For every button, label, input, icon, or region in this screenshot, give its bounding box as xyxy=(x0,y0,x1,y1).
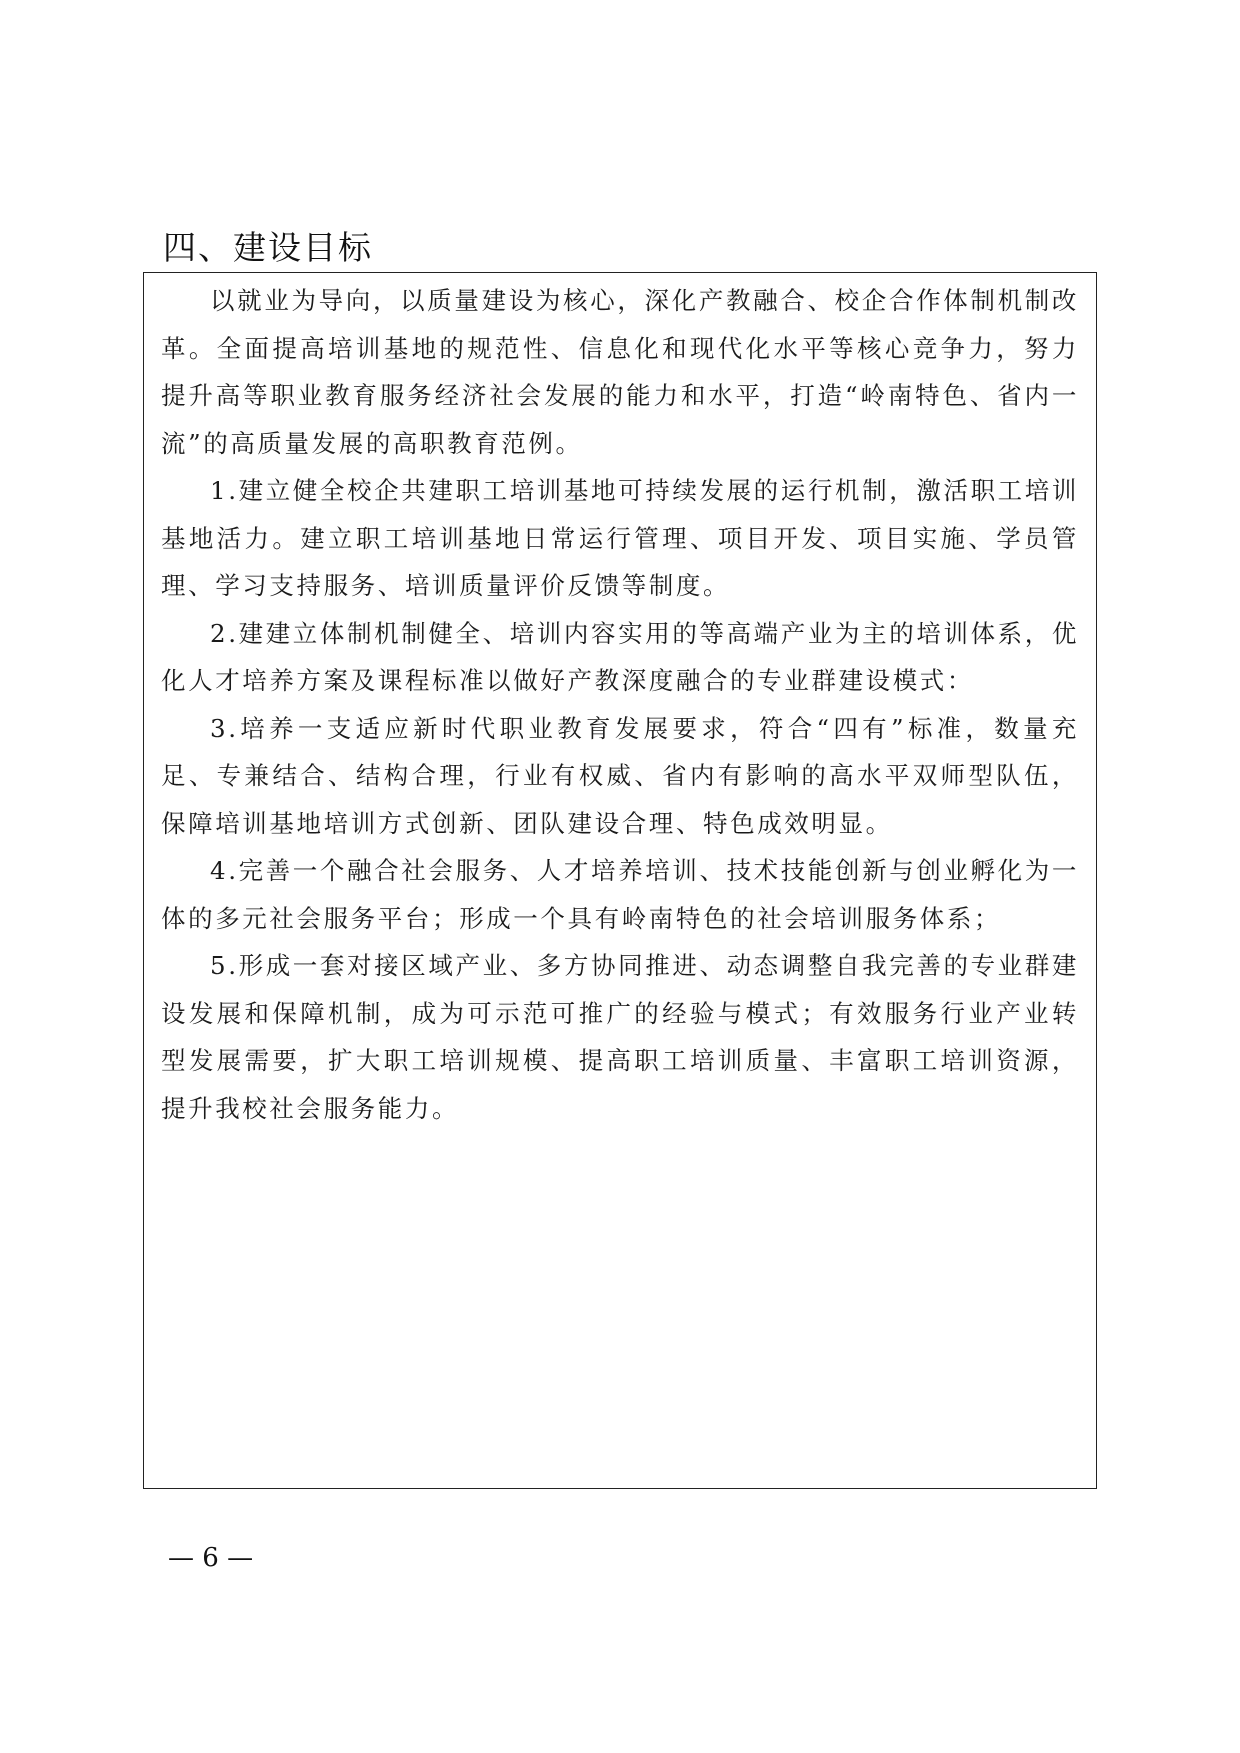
paragraph-goal-5: 5.形成一套对接区域产业、多方协同推进、动态调整自我完善的专业群建设发展和保障机制，成为可示范可推广的经验与模式；有效服务行业产业转型发展需要，扩大职工培训规模、提高职工培训质量、丰富职工培训资源，提升我校社会服务能力。 xyxy=(161,951,1079,1123)
content-box xyxy=(143,272,1097,1489)
paragraph-goal-4: 4.完善一个融合社会服务、人才培养培训、技术技能创新与创业孵化为一体的多元社会服务平台；形成一个具有岭南特色的社会培训服务体系； xyxy=(161,856,1079,933)
paragraph-goal-1: 1.建立健全校企共建职工培训基地可持续发展的运行机制，激活职工培训基地活力。建立职工培训基地日常运行管理、项目开发、项目实施、学员管理、学习支持服务、培训质量评价反馈等制度。 xyxy=(161,476,1079,600)
content-body xyxy=(161,277,1079,1132)
page-number: — 6 — xyxy=(168,1543,254,1573)
paragraph-goal-3: 3.培养一支适应新时代职业教育发展要求，符合“四有”标准，数量充足、专兼结合、结构合理，行业有权威、省内有影响的高水平双师型队伍，保障培训基地培训方式创新、团队建设合理、特色成效明显。 xyxy=(161,713,1079,838)
section-heading: 四、建设目标 xyxy=(163,228,373,267)
paragraph-goal-2: 2.建建立体制机制健全、培训内容实用的等高端产业为主的培训体系，优化人才培养方案及课程标准以做好产教深度融合的专业群建设模式： xyxy=(161,618,1079,695)
paragraph-intro: 以就业为导向，以质量建设为核心，深化产教融合、校企合作体制机制改革。全面提高培训基地的规范性、信息化和现代化水平等核心竞争力，努力提升高等职业教育服务经济社会发展的能力和水平，打造“岭南特色、省内一流”的高质量发展的高职教育范例。 xyxy=(161,286,1079,458)
